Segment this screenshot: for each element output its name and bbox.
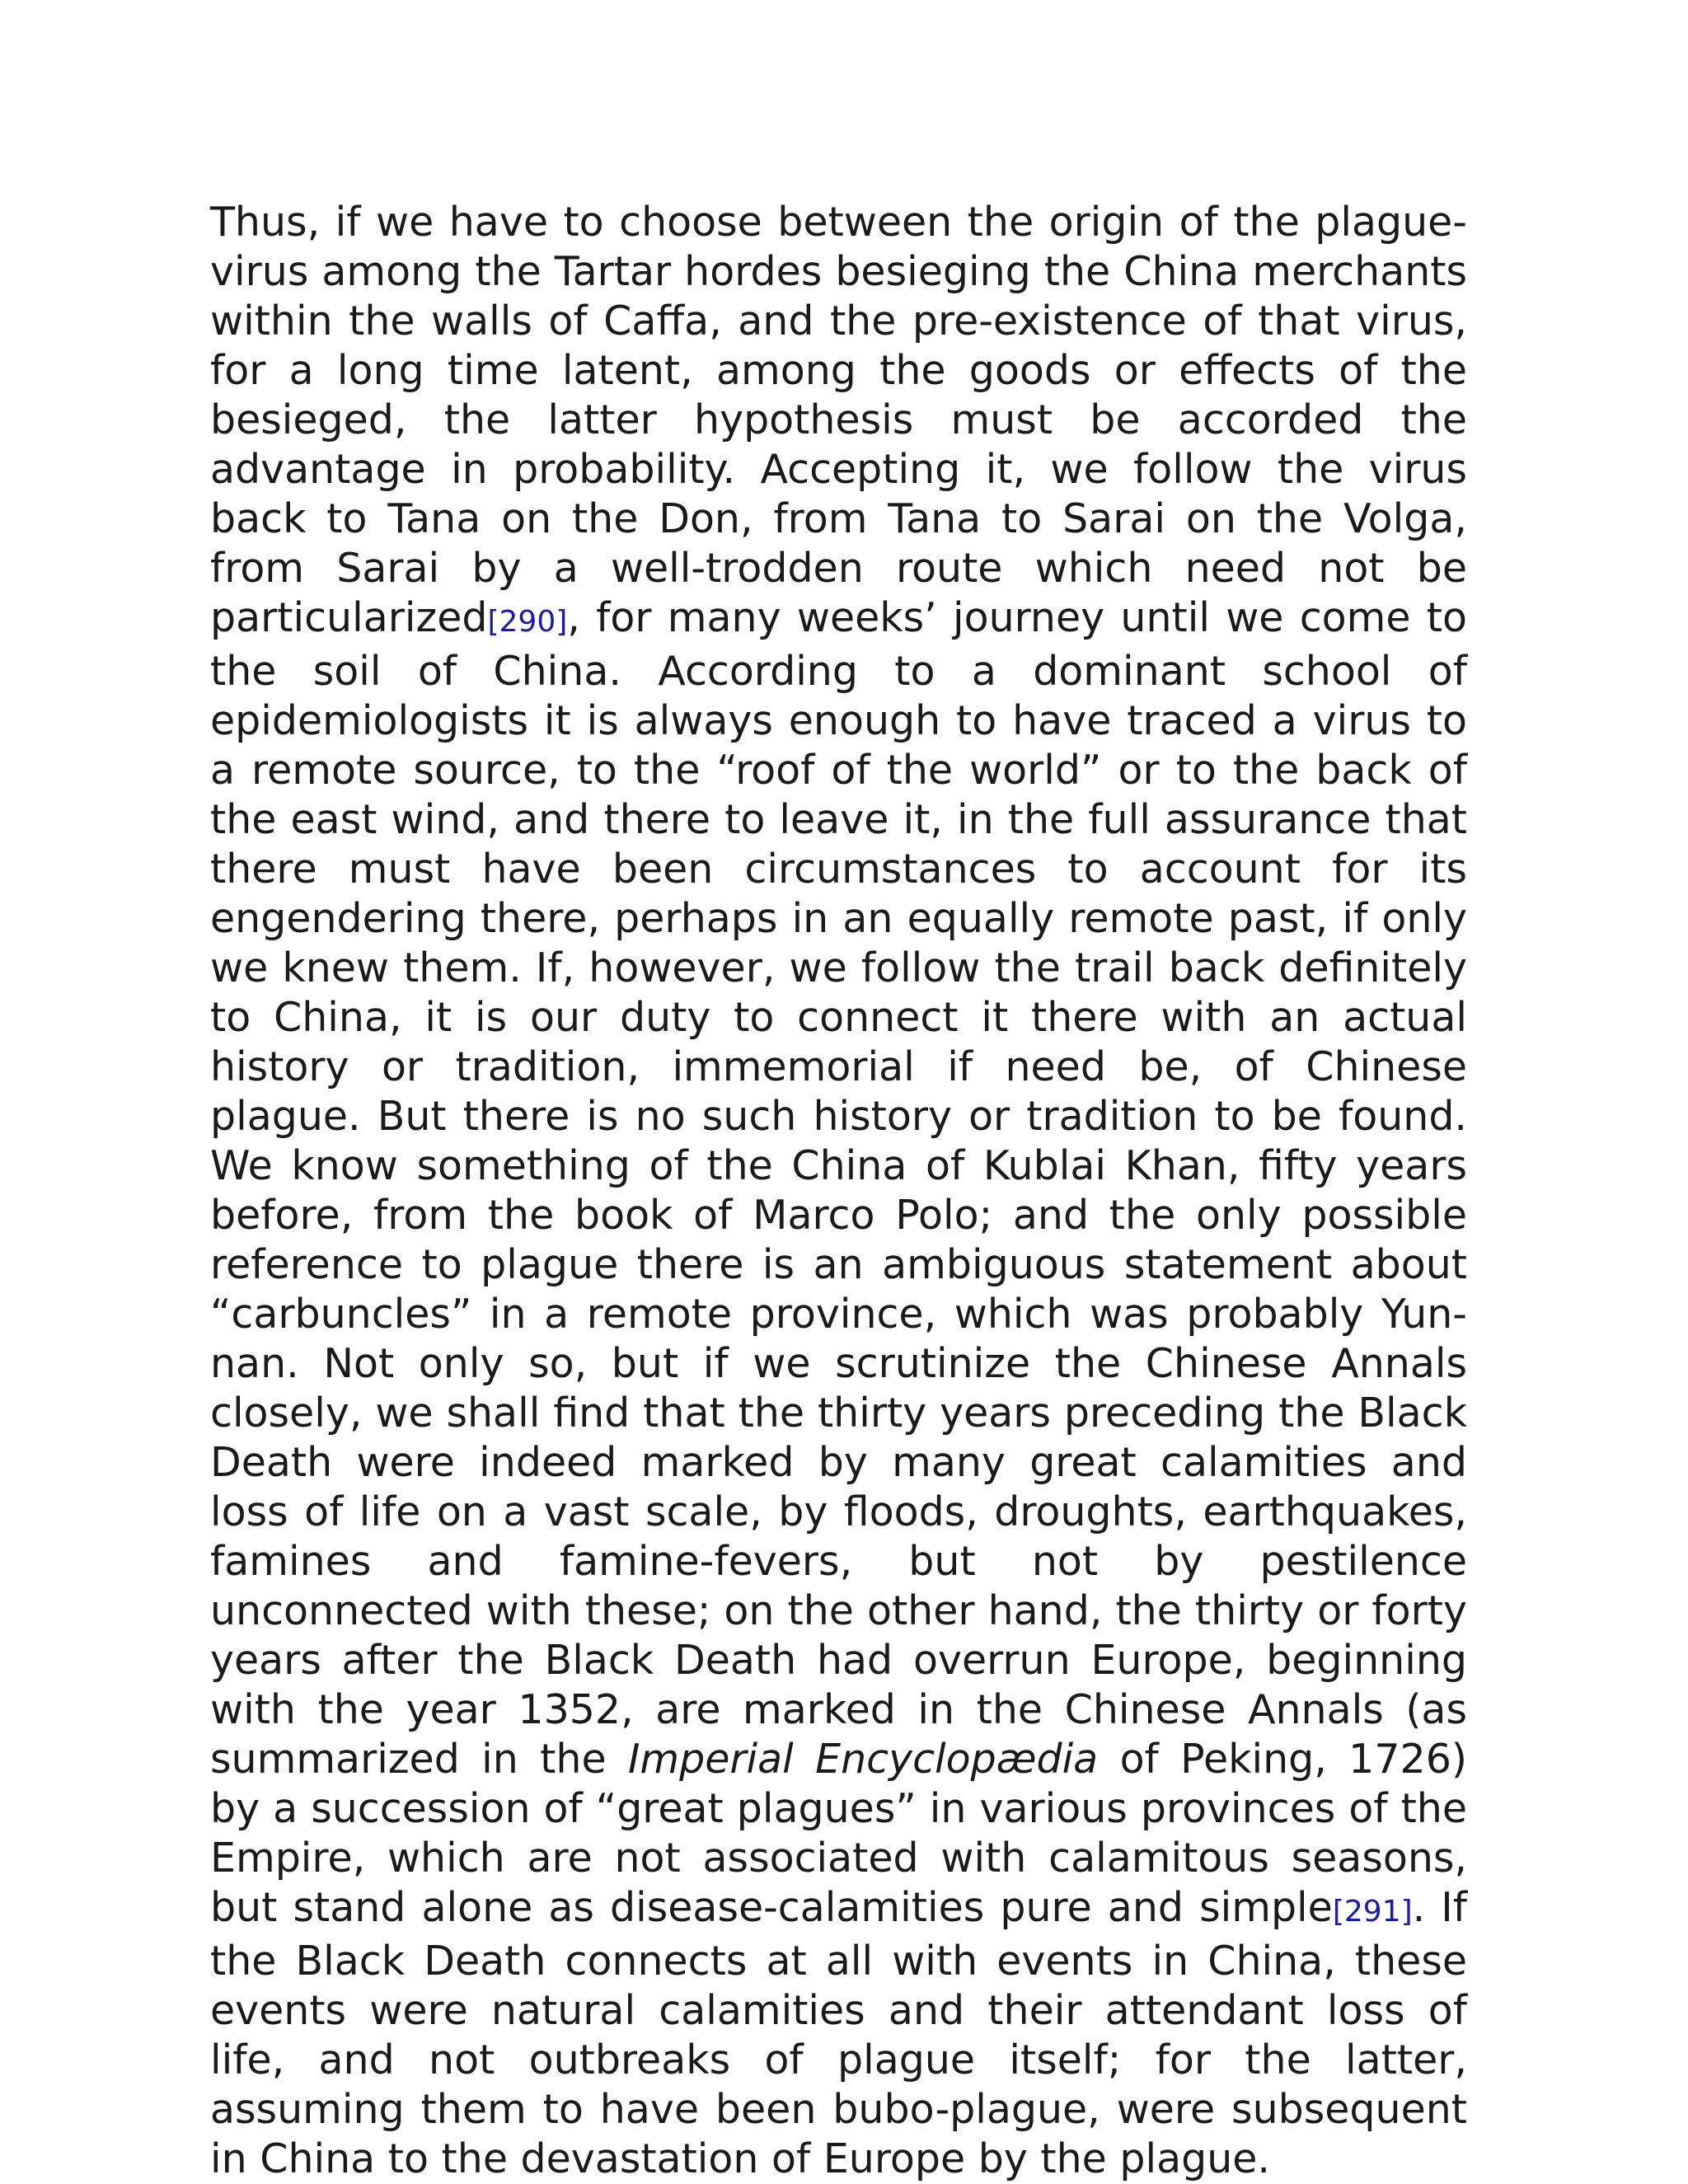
paragraph-text-part-1: Thus, if we have to choose between the origin of the plague-virus among the Tartar hordes besieging the China merchants within the walls of Caffa, and the pre-existence of that virus, for a long time latent, among the goods or effects of the besieged, the latter hypothesis must be accorded the advantage in probability. Accepting it, we follow the virus back to Tana on the Don, from Tana to Sarai on the Volga, from Sarai by a well-trodden route which need not be particularized: [210, 199, 1467, 641]
paragraph-text-part-3: of Peking, 1726) by a succession of “great plagues” in various provinces of the Empire, which are not associated with calamitous seasons, but stand alone as disease-calamities pure and simple: [210, 1736, 1467, 1931]
page-body: [210, 198, 1467, 2184]
paragraph-text-part-4: . If the Black Death connects at all with events in China, these events were natural calamities and their attendant loss of life, and not outbreaks of plague itself; for the latter, assuming them to have been bubo-plague, were subsequent in China to the devastation of Europe by the plague.: [210, 1884, 1467, 2182]
footnote-link-291[interactable]: [291]: [1332, 1895, 1413, 1929]
paragraph-text-part-2: , for many weeks’ journey until we come to the soil of China. According to a dominant school of epidemiologists it is always enough to have traced a virus to a remote source, to the “roof of the world” or to the back of the east wind, and there to leave it, in the full assurance that there must have been circumstances to account for its engendering there, perhaps in an equally remote past, if only we knew them. If, however, we follow the trail back definitely to China, it is our duty to connect it there with an actual history or tradition, immemorial if need be, of Chinese plague. But there is no such history or tradition to be found. We know something of the China of Kublai Khan, fifty years before, from the book of Marco Polo; and the only possible reference to plague there is an ambiguous statement about “carbuncles” in a remote province, which was probably Yun-nan. Not only so, but if we scrutinize the Chinese Annals closely, we shall find that the thirty years preceding the Black Death were indeed marked by many great calamities and loss of life on a vast scale, by floods, droughts, earthquakes, famines and famine-fevers, but not by pestilence unconnected with these; on the other hand, the thirty or forty years after the Black Death had overrun Europe, beginning with the year 1352, are marked in the Chinese Annals (as summarized in the: [210, 594, 1467, 1783]
body-paragraph: [210, 198, 1467, 2184]
book-title-italic: Imperial Encyclopædia: [627, 1736, 1099, 1783]
footnote-link-290[interactable]: [290]: [487, 605, 568, 639]
